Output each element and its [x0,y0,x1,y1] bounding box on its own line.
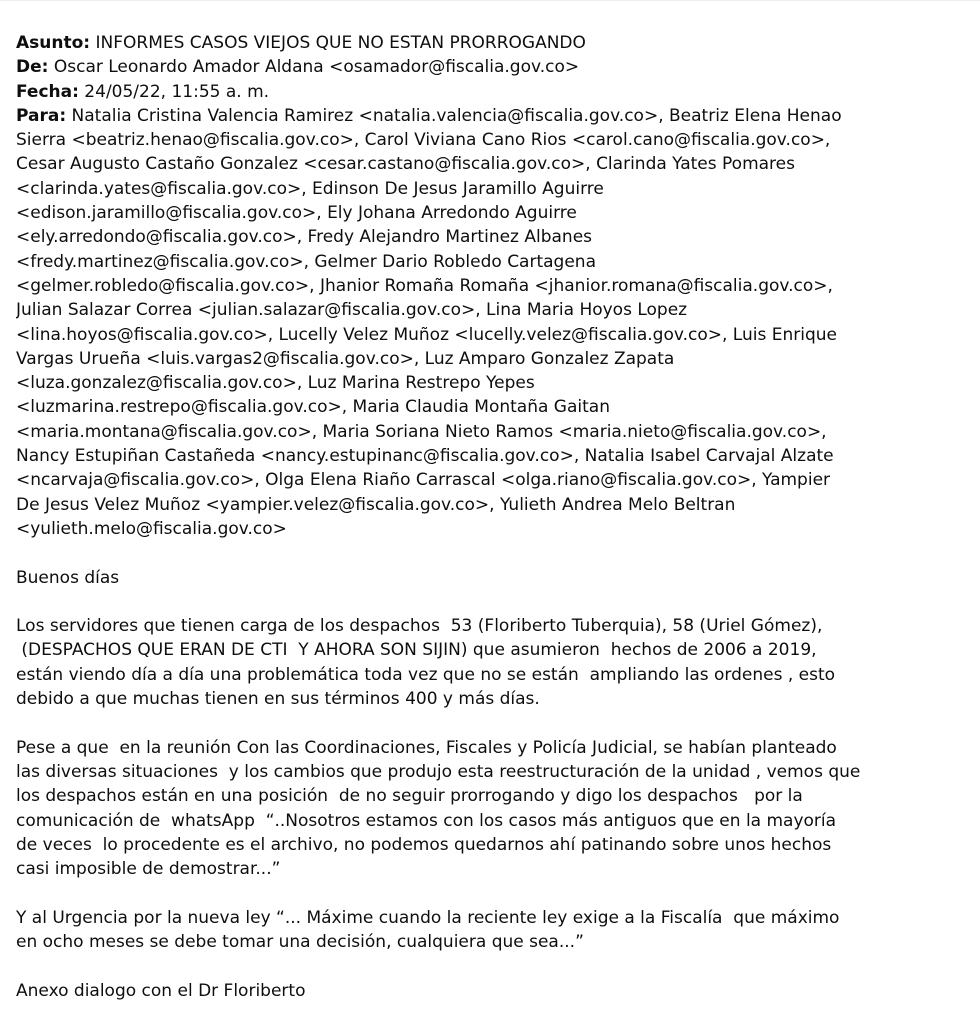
body-text-line: debido a que muchas tienen en sus términos 400 y más días. [16,689,540,710]
body-paragraph [16,906,972,955]
body-text-line: Los servidores que tienen carga de los despachos 53 (Floriberto Tuberquia), 58 (Uriel Gómez), [16,616,823,637]
body-text-line: de veces lo procedente es el archivo, no podemos quedarnos ahí patinando sobre unos hechos [16,834,832,855]
recipient-text-line: <yulieth.melo@fiscalia.gov.co> [16,518,287,539]
body-text-line: (DESPACHOS QUE ERAN DE CTI Y AHORA SON SIJIN) que asumieron hechos de 2006 a 2019, [16,640,817,661]
recipient-text-line: <luza.gonzalez@fiscalia.gov.co>, Luz Marina Restrepo Yepes [16,373,535,394]
recipient-text-line: <lina.hoyos@fiscalia.gov.co>, Lucelly Velez Muñoz <lucelly.velez@fiscalia.gov.co>, Luis Enrique [16,324,837,345]
body-text-line: las diversas situaciones y los cambios que produjo esta reestructuración de la unidad , vemos que [16,761,861,782]
recipient-text-line: <edison.jaramillo@fiscalia.gov.co>, Ely Johana Arredondo Aguirre [16,203,577,224]
header-field-label: Fecha: [16,81,79,102]
recipient-text-line: Julian Salazar Correa <julian.salazar@fiscalia.gov.co>, Lina Maria Hoyos Lopez [16,300,688,321]
header-line-to: Para: Natalia Cristina Valencia Ramirez <natalia.valencia@fiscalia.gov.co>, Beatriz Elena Henao [16,105,842,126]
recipient-text-line: <fredy.martinez@fiscalia.gov.co>, Gelmer Dario Robledo Cartagena [16,251,596,272]
recipient-text-line: <luzmarina.restrepo@fiscalia.gov.co>, Maria Claudia Montaña Gaitan [16,397,610,418]
body-text-line: los despachos están en una posición de no seguir prorrogando y digo los despachos por la [16,786,803,807]
body-paragraph [16,979,972,1003]
body-paragraph [16,736,972,882]
body-text-line: Pese a que en la reunión Con las Coordinaciones, Fiscales y Policía Judicial, se habían planteado [16,737,837,758]
body-paragraph [16,566,972,590]
email-message [0,1,980,1003]
body-text-line: Anexo dialogo con el Dr Floriberto [16,980,306,1001]
header-line-subject: Asunto: INFORMES CASOS VIEJOS QUE NO ESTAN PRORROGANDO [16,33,586,53]
header-field-label: Asunto: [16,33,91,53]
header-field-label: De: [16,57,49,78]
body-text-line: comunicación de whatsApp “..Nosotros estamos con los casos más antiguos que en la mayoría [16,810,837,831]
recipient-text-line: <clarinda.yates@fiscalia.gov.co>, Edinson De Jesus Jaramillo Aguirre [16,178,604,199]
header-line-date: Fecha: 24/05/22, 11:55 a. m. [16,81,270,102]
recipient-text-line: Sierra <beatriz.henao@fiscalia.gov.co>, Carol Viviana Cano Rios <carol.cano@fiscalia.gov.co>, [16,130,831,151]
recipient-text-line: Nancy Estupiñan Castañeda <nancy.estupinanc@fiscalia.gov.co>, Natalia Isabel Carvajal Alzate [16,446,834,467]
body-text-line: Y al Urgencia por la nueva ley “... Máxime cuando la reciente ley exige a la Fiscalía que máximo [16,907,840,928]
recipient-text-line: <gelmer.robledo@fiscalia.gov.co>, Jhanior Romaña Romaña <jhanior.romana@fiscalia.gov.co>, [16,275,833,296]
body-paragraph [16,614,972,711]
header-line-from: De: Oscar Leonardo Amador Aldana <osamador@fiscalia.gov.co> [16,57,580,78]
recipient-text-line: <ncarvaja@fiscalia.gov.co>, Olga Elena Riaño Carrascal <olga.riano@fiscalia.gov.co>, Yampier [16,470,831,491]
body-text-line: en ocho meses se debe tomar una decisión, cualquiera que sea...” [16,931,584,952]
body-text-line: Buenos días [16,567,120,588]
body-text-line: casi imposible de demostrar...” [16,859,281,880]
recipient-text-line: De Jesus Velez Muñoz <yampier.velez@fiscalia.gov.co>, Yulieth Andrea Melo Beltran [16,494,736,515]
header-field-label: Para: [16,105,67,126]
email-headers [16,31,972,541]
recipient-text-line: Cesar Augusto Castaño Gonzalez <cesar.castano@fiscalia.gov.co>, Clarinda Yates Pomares [16,154,795,175]
recipient-text-line: <maria.montana@fiscalia.gov.co>, Maria Soriana Nieto Ramos <maria.nieto@fiscalia.gov.co>, [16,421,827,442]
body-text-line: están viendo día a día una problemática toda vez que no se están ampliando las ordenes , esto [16,664,836,685]
recipient-text-line: Vargas Urueña <luis.vargas2@fiscalia.gov.co>, Luz Amparo Gonzalez Zapata [16,348,675,369]
recipient-text-line: <ely.arredondo@fiscalia.gov.co>, Fredy Alejandro Martinez Albanes [16,227,593,248]
email-body [16,566,972,1003]
